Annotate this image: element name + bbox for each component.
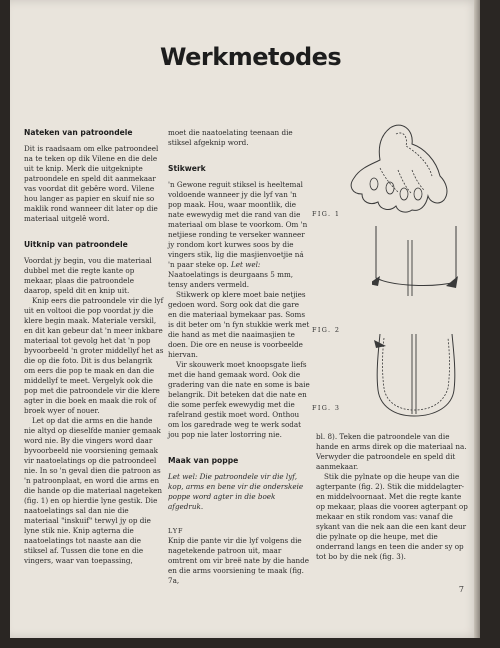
stikwerk-note: Naatoelatings is deurgaans 5 mm, tensy anders vermeld. (168, 270, 294, 289)
subheading-lyf: LYF (168, 527, 184, 535)
let-wel-label-2: Let wel: (168, 472, 198, 481)
assembled-body-figure (372, 334, 462, 418)
heading-maak-van-poppe: Maak van poppe (168, 456, 239, 465)
hand-pattern-figure (340, 120, 460, 220)
let-wel-label: Let wel: (231, 260, 261, 269)
figure-1-label: FIG. 1 (312, 210, 341, 218)
page-title: Werkmetodes (160, 43, 342, 71)
paragraph-nateken: Dit is raadsaam om elke patroondeel na te teken op dik Vilene en die dele uit te knip. Merk die uitgeknipte patroondele en speld dit aanmekaar vas voordat dit gebêre word. Vilene hou langer as papier en skuif nie so maklik rond wanneer dit later op die materiaal uitgelê word. (24, 144, 159, 223)
poppe-note: Die patroondele vir die lyf, kop, arms en bene vir die onderskeie poppe word agter in die boek afgedruk. (168, 472, 304, 511)
paragraph-right-1: bl. 8). Teken die patroondele van die hande en arms direk op die materiaal na. Verwyder die patroondele en speld dit aanmekaar. (316, 432, 467, 471)
stikwerk-text: 'n Gewone reguit stiksel is heeltemal voldoende wanneer jy die lyf van 'n pop maak. Hou, waar moontlik, die nate ewewydig met die rand van die materiaal om blase te voorkom. Om 'n netjiese ronding te verseker wanneer jy rondom kort kurwes soos by die vingers stik, lig die masjienvoetjie ná 'n paar steke op. (168, 180, 308, 269)
paragraph-continuation: moet die naatoelating teenaan die stiksel afgeknip word. (168, 128, 293, 147)
paragraph-lyf: Knip die pante vir die lyf volgens die nagetekende patroon uit, maar omtrent om vir breë nate by die hande en die arms voorsiening te maak (fig. 7a, (168, 536, 309, 585)
figure-3-label: FIG. 3 (312, 404, 341, 412)
figure-2-label: FIG. 2 (312, 326, 341, 334)
page-spine-shadow (474, 0, 480, 638)
heading-uitknip: Uitknip van patroondele (24, 240, 128, 249)
page-number: 7 (458, 585, 464, 594)
heading-stikwerk: Stikwerk (168, 164, 206, 173)
paragraph-right-2: Stik die pylnate op die heupe van die agterpante (fig. 2). Stik die middelagter- en middelvoornaat. Met die regte kante op mekaar, plaas die voorен agterpant op mekaar en stik rondom vas: vanaf die sykant van die nek aan die een kant deur die pylnate op die heupe, met die onderrand langs en teen die ander sy op tot bo by die nek (fig. 3). (316, 472, 468, 561)
paragraph-uitknip-2: Knip eers die patroondele vir die lyf uit en voltooi die pop voordat jy die klere begin maak. Materiale verskil, en dit kan gebeur dat 'n meer inkbare materiaal tot gevolg het dat 'n pop byvoorbeeld 'n groter middellyf het as die op die foto. Dit is dus belangrik om eers die pop te maak en dan die middellyf te meet. Vergelyk ook die pop met die patroondele vir die klere agter in die boek en maak die rok of broek wyer of nouer. (24, 296, 164, 415)
column-left (24, 128, 164, 566)
paragraph-poppe-1 (168, 472, 310, 512)
paragraph-stikwerk-1 (168, 180, 310, 290)
paragraph-uitknip-1: Voordat jy begin, vou die materiaal dubbel met die regte kante op mekaar, plaas die patroondele daarop, speld dit en knip uit. (24, 256, 152, 295)
column-middle (168, 128, 310, 586)
column-right (316, 432, 472, 562)
back-pieces-figure (372, 226, 462, 302)
heading-nateken: Nateken van patroondele (24, 128, 133, 137)
paragraph-uitknip-3: Let op dat die arms en die hande nie altyd op dieselfde manier gemaak word nie. By die vingers word daar byvoorbeeld nie voorsiening gemaak vir naatoelatings op die patroondeel nie. In so 'n geval dien die patroon as 'n patroonplaat, en word die arms en die hande op die materiaal nageteken (fig. 1) en op hierdie lyne gestik. Die naatoelatings sal dan nie die materiaal "inskuif" terwyl jy op die lyne stik nie. Knip agterna die naatoelatings tot naaste aan die stiksel af. Tussen die tone en die vingers, waar van toepassing, (24, 416, 163, 565)
paragraph-stikwerk-3: Vir skouwerk moet knoopsgate liefs met die hand gemaak word. Ook die gradering van die nate en some is baie belangrik. Dit beteken dat die nate en die some perfek ewewydig met die rafelrand gestik moet word. Onthou om los garedrade weg te werk sodat jou pop nie later lostorring nie. (168, 360, 310, 439)
paragraph-stikwerk-2: Stikwerk op klere moet baie netjies gedoen word. Sorg ook dat die gare en die materiaal bymekaar pas. Soms is dit beter om 'n fyn stukkie werk met die hand as met die naaimasjien te doen. Die ore en neuse is voorbeelde hiervan. (168, 290, 310, 359)
book-page (10, 0, 480, 638)
